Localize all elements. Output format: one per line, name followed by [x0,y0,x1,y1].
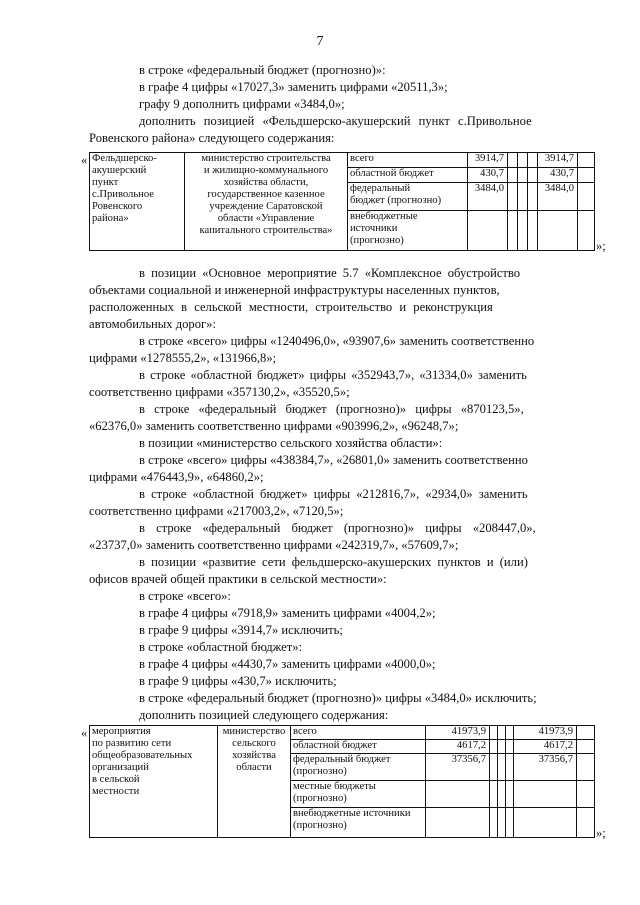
empty-cell [506,754,514,781]
value-cell [426,781,490,808]
empty-cell [498,781,506,808]
text-line: цифрами «1278555,2», «131966,8»; [89,351,277,365]
empty-cell [490,740,498,754]
value-cell: 3914,7 [468,153,508,168]
text-line: соответственно цифрами «217003,2», «7120,5»; [89,504,344,518]
empty-cell [528,168,538,183]
text-line: в строке «областной бюджет»: [139,640,303,654]
empty-cell [490,781,498,808]
object-name-cell: Фельдшерско- акушерский пункт с.Привольное Ровенского района» [90,153,185,251]
text-line: цифрами «476443,9», «64860,2»; [89,470,264,484]
text-line: в строке «федеральный бюджет (прогнозно)»: [139,63,386,77]
text-line: в строке «федеральный бюджет (прогнозно)» цифры «3484,0» исключить; [139,691,537,705]
empty-cell [498,754,506,781]
text-line: в графе 9 цифры «3914,7» исключить; [139,623,343,637]
empty-cell [498,740,506,754]
text-line: в строке «областной бюджет» цифры «212816,7», «2934,0» заменить [139,487,528,501]
empty-cell [508,183,518,211]
empty-cell [578,153,595,168]
empty-cell [577,781,595,808]
table-open-quote: « [81,726,88,740]
value-cell: 3914,7 [538,153,578,168]
empty-cell [577,740,595,754]
empty-cell [528,211,538,251]
source-cell: всего [348,153,468,168]
text-line: «62376,0» заменить соответственно цифрами «903996,2», «96248,7»; [89,419,459,433]
text-line: в графе 4 цифры «17027,3» заменить цифрами «20511,3»; [139,80,448,94]
empty-cell [518,168,528,183]
page-number: 7 [316,34,324,49]
text-line: в строке «всего»: [139,589,231,603]
value-cell [426,808,490,838]
source-cell: всего [291,726,426,740]
text-line: в позиции «развитие сети фельдшерско-акушерских пунктов и (или) [139,555,528,569]
empty-cell [508,153,518,168]
empty-cell [508,211,518,251]
text-line: в строке «федеральный бюджет (прогнозно)» цифры «870123,5», [139,402,524,416]
empty-cell [498,726,506,740]
value-cell: 4617,2 [514,740,577,754]
empty-cell [506,808,514,838]
value-cell [468,211,508,251]
table-open-quote: « [81,153,88,167]
table-close-quote: »; [596,239,606,253]
empty-cell [506,740,514,754]
source-cell: местные бюджеты (прогнозно) [291,781,426,808]
value-cell [514,781,577,808]
text-line: «23737,0» заменить соответственно цифрами «242319,7», «57609,7»; [89,538,459,552]
source-cell: областной бюджет [291,740,426,754]
executor-cell: министерство сельского хозяйства области [218,726,291,838]
amendment-table-2 [89,725,595,838]
executor-cell: министерство строительства и жилищно-коммунального хозяйства области, государственное казенное учреждение Саратовской области «Управление капитального строительства» [185,153,348,251]
empty-cell [506,781,514,808]
object-name-cell: мероприятия по развитию сети общеобразовательных организаций в сельской местности [90,726,218,838]
text-line: графу 9 дополнить цифрами «3484,0»; [139,97,345,111]
empty-cell [578,183,595,211]
empty-cell [508,168,518,183]
text-line: в строке «всего» цифры «1240496,0», «93907,6» заменить соответственно [139,334,535,348]
text-line: соответственно цифрами «357130,2», «35520,5»; [89,385,350,399]
text-line: в графе 9 цифры «430,7» исключить; [139,674,337,688]
value-cell: 430,7 [468,168,508,183]
value-cell: 41973,9 [514,726,577,740]
text-line: расположенных в сельской местности, строительство и реконструкция [89,300,493,314]
text-line: автомобильных дорог»: [89,317,216,331]
empty-cell [490,754,498,781]
text-line: в графе 4 цифры «7918,9» заменить цифрами «4004,2»; [139,606,436,620]
text-line: в позиции «министерство сельского хозяйства области»: [139,436,443,450]
value-cell: 3484,0 [538,183,578,211]
empty-cell [578,168,595,183]
empty-cell [528,183,538,211]
empty-cell [518,183,528,211]
source-cell: федеральный бюджет (прогнозно) [291,754,426,781]
empty-cell [518,211,528,251]
empty-cell [498,808,506,838]
empty-cell [578,211,595,251]
text-line: в графе 4 цифры «4430,7» заменить цифрами «4000,0»; [139,657,436,671]
value-cell: 37356,7 [426,754,490,781]
empty-cell [490,726,498,740]
empty-cell [518,153,528,168]
text-line: офисов врачей общей практики в сельской местности»: [89,572,387,586]
source-cell: федеральный бюджет (прогнозно) [348,183,468,211]
empty-cell [577,726,595,740]
value-cell [538,211,578,251]
text-line: Ровенского района» следующего содержания: [89,131,335,145]
source-cell: внебюджетные источники (прогнозно) [348,211,468,251]
empty-cell [577,808,595,838]
value-cell: 430,7 [538,168,578,183]
text-line: дополнить позицией «Фельдшерско-акушерский пункт с.Привольное [139,114,532,128]
amendment-table-1 [89,152,595,251]
value-cell: 41973,9 [426,726,490,740]
text-line: в строке «областной бюджет» цифры «352943,7», «31334,0» заменить [139,368,527,382]
text-line: в позиции «Основное мероприятие 5.7 «Комплексное обустройство [139,266,521,280]
empty-cell [528,153,538,168]
value-cell [514,808,577,838]
empty-cell [506,726,514,740]
text-line: дополнить позицией следующего содержания: [139,708,389,722]
value-cell: 3484,0 [468,183,508,211]
source-cell: внебюджетные источники (прогнозно) [291,808,426,838]
text-line: объектами социальной и инженерной инфраструктуры населенных пунктов, [89,283,500,297]
text-line: в строке «всего» цифры «438384,7», «26801,0» заменить соответственно [139,453,528,467]
table-close-quote: »; [596,826,606,840]
empty-cell [577,754,595,781]
text-line: в строке «федеральный бюджет (прогнозно)» цифры «208447,0», [139,521,536,535]
value-cell: 37356,7 [514,754,577,781]
value-cell: 4617,2 [426,740,490,754]
empty-cell [490,808,498,838]
source-cell: областной бюджет [348,168,468,183]
